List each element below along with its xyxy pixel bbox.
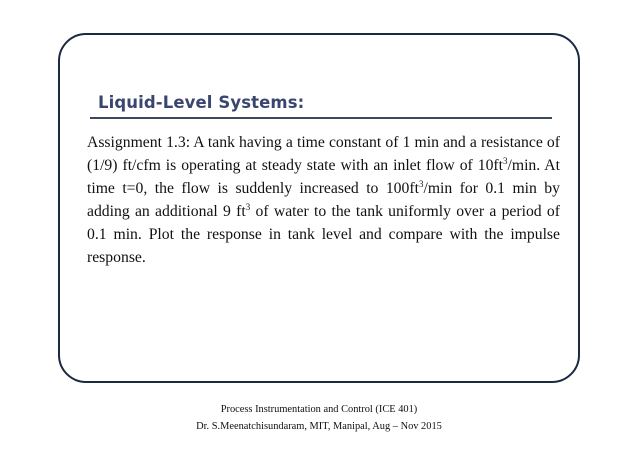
title-underline — [90, 117, 552, 119]
assignment-text-part-3: /min for 0.1 min by adding an additional 9 ft — [87, 180, 560, 221]
superscript-cubed-1: 3 — [503, 156, 508, 167]
footer-course: Process Instrumentation and Control (ICE 401) — [220, 404, 418, 415]
assignment-text-part-2: /min. At time t=0, the flow is suddenly increased to 100ft — [87, 157, 560, 198]
assignment-text-part-4: of water to the tank uniformly over a period of 0.1 min. Plot the response in tank level and compare with the impulse response. — [87, 203, 560, 267]
superscript-cubed-2: 3 — [418, 179, 424, 190]
assignment-text — [87, 131, 560, 270]
footer-author: Dr. S.Meenatchisundaram, MIT, Manipal, Aug – Nov 2015 — [196, 421, 442, 432]
slide-title: Liquid-Level Systems: — [98, 93, 305, 112]
assignment-text-part-1: Assignment 1.3: A tank having a time constant of 1 min and a resistance of (1/9) ft/cfm is operating at steady state with an inlet flow of 10ft — [87, 134, 560, 175]
superscript-cubed-3: 3 — [245, 202, 251, 213]
